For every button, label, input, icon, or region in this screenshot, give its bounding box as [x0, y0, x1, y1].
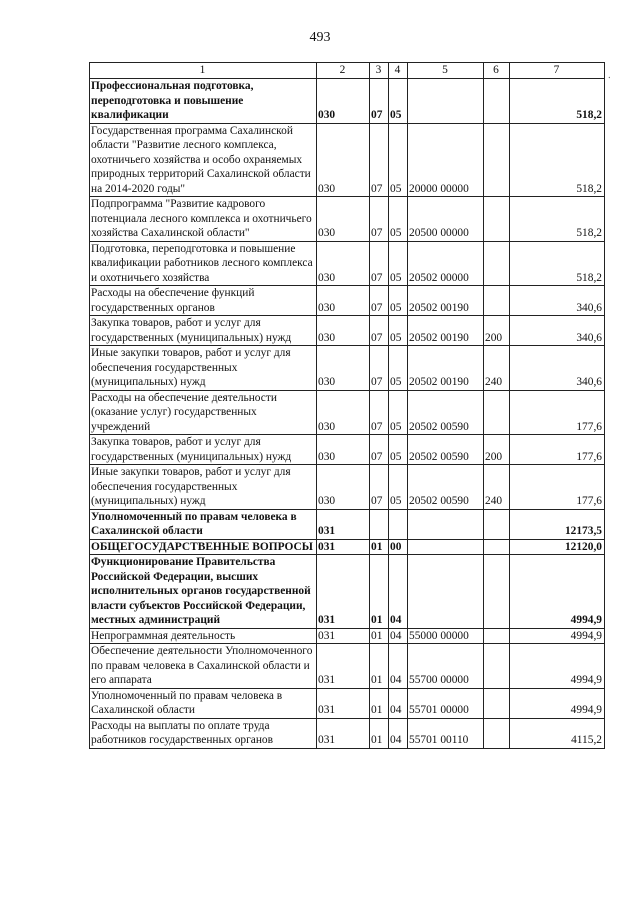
row-name-cell: Уполномоченный по правам человека в Сахалинской области	[90, 509, 317, 539]
amount-cell: 12173,5	[510, 509, 605, 539]
subsection-cell: 04	[389, 688, 408, 718]
row-name-cell: Закупка товаров, работ и услуг для государственных (муниципальных) нужд	[90, 316, 317, 346]
section-cell: 01	[370, 644, 389, 689]
table-row	[90, 241, 605, 286]
section-cell: 07	[370, 123, 389, 197]
subsection-cell	[389, 509, 408, 539]
table-row	[90, 718, 605, 748]
row-name-cell: Обеспечение деятельности Уполномоченного по правам человека в Сахалинской области и его аппарата	[90, 644, 317, 689]
row-name-cell: ОБЩЕГОСУДАРСТВЕННЫЕ ВОПРОСЫ	[90, 539, 317, 555]
amount-cell: 177,6	[510, 465, 605, 510]
kvsr-cell: 031	[317, 644, 370, 689]
row-name-cell: Профессиональная подготовка, переподготовка и повышение квалификации	[90, 79, 317, 124]
target-article-cell: 20502 00190	[408, 286, 484, 316]
row-name-cell: Непрограммная деятельность	[90, 628, 317, 644]
subsection-cell: 04	[389, 718, 408, 748]
amount-cell: 177,6	[510, 390, 605, 435]
amount-cell: 340,6	[510, 286, 605, 316]
subsection-cell: 05	[389, 390, 408, 435]
table-row	[90, 539, 605, 555]
table-row	[90, 688, 605, 718]
row-name-cell: Подпрограмма "Развитие кадрового потенциала лесного комплекса и охотничьего хозяйства Сахалинской области"	[90, 197, 317, 242]
row-name-cell: Расходы на выплаты по оплате труда работников государственных органов	[90, 718, 317, 748]
amount-cell: 4994,9	[510, 688, 605, 718]
table-row	[90, 316, 605, 346]
target-article-cell: 20502 00000	[408, 241, 484, 286]
amount-cell: 518,2	[510, 241, 605, 286]
section-cell: 07	[370, 241, 389, 286]
section-cell: 01	[370, 539, 389, 555]
target-article-cell: 20502 00190	[408, 346, 484, 391]
header-cell-7: 7	[510, 63, 605, 79]
table-row	[90, 123, 605, 197]
row-name-cell: Иные закупки товаров, работ и услуг для обеспечения государственных (муниципальных) нужд	[90, 465, 317, 510]
target-article-cell: 20000 00000	[408, 123, 484, 197]
kvsr-cell: 030	[317, 123, 370, 197]
target-article-cell: 55000 00000	[408, 628, 484, 644]
table-header-row	[90, 63, 605, 79]
expense-type-cell	[484, 644, 510, 689]
row-name-cell: Расходы на обеспечение функций государственных органов	[90, 286, 317, 316]
header-cell-2: 2	[317, 63, 370, 79]
section-cell: 01	[370, 555, 389, 629]
section-cell: 07	[370, 79, 389, 124]
expense-type-cell	[484, 628, 510, 644]
amount-cell: 4994,9	[510, 555, 605, 629]
subsection-cell: 05	[389, 435, 408, 465]
subsection-cell: 05	[389, 465, 408, 510]
amount-cell: 340,6	[510, 316, 605, 346]
subsection-cell: 04	[389, 644, 408, 689]
header-cell-3: 3	[370, 63, 389, 79]
table-row	[90, 509, 605, 539]
target-article-cell	[408, 539, 484, 555]
expense-type-cell: 240	[484, 346, 510, 391]
target-article-cell: 20502 00590	[408, 435, 484, 465]
kvsr-cell: 030	[317, 465, 370, 510]
kvsr-cell: 030	[317, 197, 370, 242]
subsection-cell: 05	[389, 197, 408, 242]
expense-type-cell	[484, 286, 510, 316]
expense-type-cell	[484, 197, 510, 242]
header-cell-4: 4	[389, 63, 408, 79]
section-cell	[370, 509, 389, 539]
kvsr-cell: 030	[317, 435, 370, 465]
subsection-cell: 05	[389, 123, 408, 197]
target-article-cell: 20502 00590	[408, 390, 484, 435]
table-row	[90, 644, 605, 689]
section-cell: 01	[370, 688, 389, 718]
section-cell: 07	[370, 390, 389, 435]
expense-type-cell	[484, 79, 510, 124]
subsection-cell: 05	[389, 286, 408, 316]
amount-cell: 4115,2	[510, 718, 605, 748]
kvsr-cell: 030	[317, 286, 370, 316]
kvsr-cell: 031	[317, 718, 370, 748]
subsection-cell: 05	[389, 316, 408, 346]
header-cell-5: 5	[408, 63, 484, 79]
subsection-cell: 04	[389, 555, 408, 629]
kvsr-cell: 030	[317, 390, 370, 435]
subsection-cell: 04	[389, 628, 408, 644]
target-article-cell: 55701 00110	[408, 718, 484, 748]
amount-cell: 340,6	[510, 346, 605, 391]
margin-mark: ⸱	[608, 73, 611, 84]
amount-cell: 518,2	[510, 123, 605, 197]
subsection-cell: 05	[389, 346, 408, 391]
table-row	[90, 628, 605, 644]
kvsr-cell: 030	[317, 241, 370, 286]
table-row	[90, 435, 605, 465]
section-cell: 07	[370, 346, 389, 391]
section-cell: 07	[370, 435, 389, 465]
header-cell-1: 1	[90, 63, 317, 79]
expense-type-cell	[484, 241, 510, 286]
amount-cell: 4994,9	[510, 628, 605, 644]
kvsr-cell: 031	[317, 509, 370, 539]
kvsr-cell: 031	[317, 555, 370, 629]
amount-cell: 518,2	[510, 79, 605, 124]
subsection-cell: 05	[389, 79, 408, 124]
target-article-cell: 55701 00000	[408, 688, 484, 718]
subsection-cell: 05	[389, 241, 408, 286]
section-cell: 01	[370, 718, 389, 748]
section-cell: 07	[370, 465, 389, 510]
kvsr-cell: 030	[317, 316, 370, 346]
amount-cell: 4994,9	[510, 644, 605, 689]
table-row	[90, 79, 605, 124]
expense-type-cell	[484, 539, 510, 555]
section-cell: 01	[370, 628, 389, 644]
kvsr-cell: 031	[317, 539, 370, 555]
row-name-cell: Подготовка, переподготовка и повышение квалификации работников лесного комплекса и охотничьего хозяйства	[90, 241, 317, 286]
row-name-cell: Функционирование Правительства Российской Федерации, высших исполнительных органов государственной власти субъектов Российской Федерации, местных администраций	[90, 555, 317, 629]
budget-table	[89, 62, 605, 749]
expense-type-cell	[484, 123, 510, 197]
expense-type-cell	[484, 688, 510, 718]
amount-cell: 12120,0	[510, 539, 605, 555]
expense-type-cell: 200	[484, 316, 510, 346]
expense-type-cell	[484, 718, 510, 748]
expense-type-cell	[484, 509, 510, 539]
amount-cell: 518,2	[510, 197, 605, 242]
header-cell-6: 6	[484, 63, 510, 79]
table-row	[90, 390, 605, 435]
expense-type-cell: 200	[484, 435, 510, 465]
table-row	[90, 465, 605, 510]
row-name-cell: Иные закупки товаров, работ и услуг для обеспечения государственных (муниципальных) нужд	[90, 346, 317, 391]
row-name-cell: Государственная программа Сахалинской области "Развитие лесного комплекса, охотничьего хозяйства и особо охраняемых природных территорий Сахалинской области на 2014-2020 годы"	[90, 123, 317, 197]
table-row	[90, 346, 605, 391]
table-row	[90, 555, 605, 629]
section-cell: 07	[370, 316, 389, 346]
expense-type-cell	[484, 555, 510, 629]
expense-type-cell	[484, 390, 510, 435]
row-name-cell: Закупка товаров, работ и услуг для государственных (муниципальных) нужд	[90, 435, 317, 465]
target-article-cell	[408, 509, 484, 539]
amount-cell: 177,6	[510, 435, 605, 465]
target-article-cell: 20502 00190	[408, 316, 484, 346]
subsection-cell: 00	[389, 539, 408, 555]
row-name-cell: Уполномоченный по правам человека в Сахалинской области	[90, 688, 317, 718]
row-name-cell: Расходы на обеспечение деятельности (оказание услуг) государственных учреждений	[90, 390, 317, 435]
target-article-cell: 55700 00000	[408, 644, 484, 689]
kvsr-cell: 031	[317, 688, 370, 718]
table-row	[90, 197, 605, 242]
target-article-cell: 20502 00590	[408, 465, 484, 510]
kvsr-cell: 030	[317, 79, 370, 124]
target-article-cell	[408, 555, 484, 629]
kvsr-cell: 030	[317, 346, 370, 391]
target-article-cell	[408, 79, 484, 124]
kvsr-cell: 031	[317, 628, 370, 644]
section-cell: 07	[370, 197, 389, 242]
section-cell: 07	[370, 286, 389, 316]
page-number: 493	[309, 30, 331, 45]
target-article-cell: 20500 00000	[408, 197, 484, 242]
table-row	[90, 286, 605, 316]
expense-type-cell: 240	[484, 465, 510, 510]
